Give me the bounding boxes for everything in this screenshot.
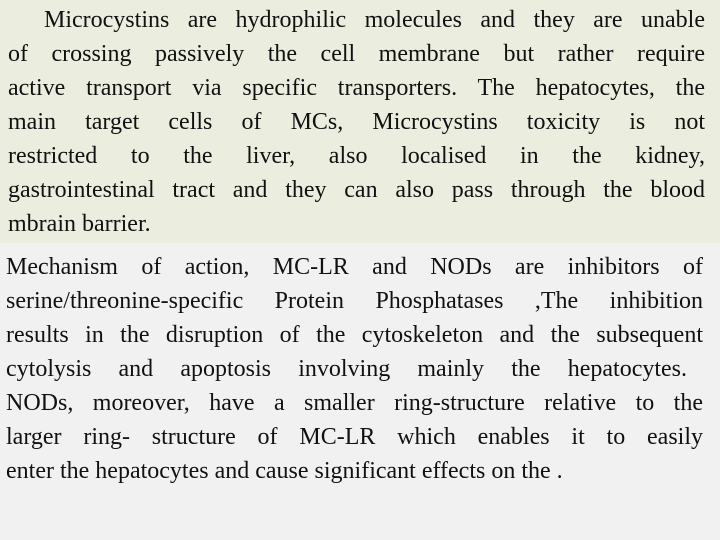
top-paragraph-line-5: restricted to the liver, also localised in the kidney, (8, 143, 705, 169)
bottom-paragraph-line-1: Mechanism of action, MC-LR and NODs are inhibitors of (6, 254, 703, 280)
top-paragraph-line-3: active transport via specific transporters. The hepatocytes, the (8, 75, 705, 101)
top-paragraph-line-7: mbrain barrier. (8, 211, 151, 237)
bottom-paragraph-line-5: NODs, moreover, have a smaller ring-structure relative to the (6, 390, 703, 416)
bottom-paragraph-line-4: cytolysis and apoptosis involving mainly the hepatocytes. (6, 356, 687, 382)
top-paragraph-line-1: Microcystins are hydrophilic molecules and they are unable (44, 7, 705, 33)
bottom-paragraph-line-7: enter the hepatocytes and cause significant effects on the . (6, 458, 563, 484)
bottom-text-box (0, 243, 720, 540)
bottom-paragraph-line-2: serine/threonine-specific Protein Phosphatases ,The inhibition (6, 288, 703, 314)
top-paragraph-line-2: of crossing passively the cell membrane but rather require (8, 41, 705, 67)
bottom-paragraph-line-3: results in the disruption of the cytoskeleton and the subsequent (6, 322, 703, 348)
top-paragraph-line-6: gastrointestinal tract and they can also pass through the blood (8, 177, 705, 203)
top-text-box (0, 0, 720, 243)
top-paragraph-line-4: main target cells of MCs, Microcystins toxicity is not (8, 109, 705, 135)
bottom-paragraph-line-6: larger ring- structure of MC-LR which enables it to easily (6, 424, 703, 450)
